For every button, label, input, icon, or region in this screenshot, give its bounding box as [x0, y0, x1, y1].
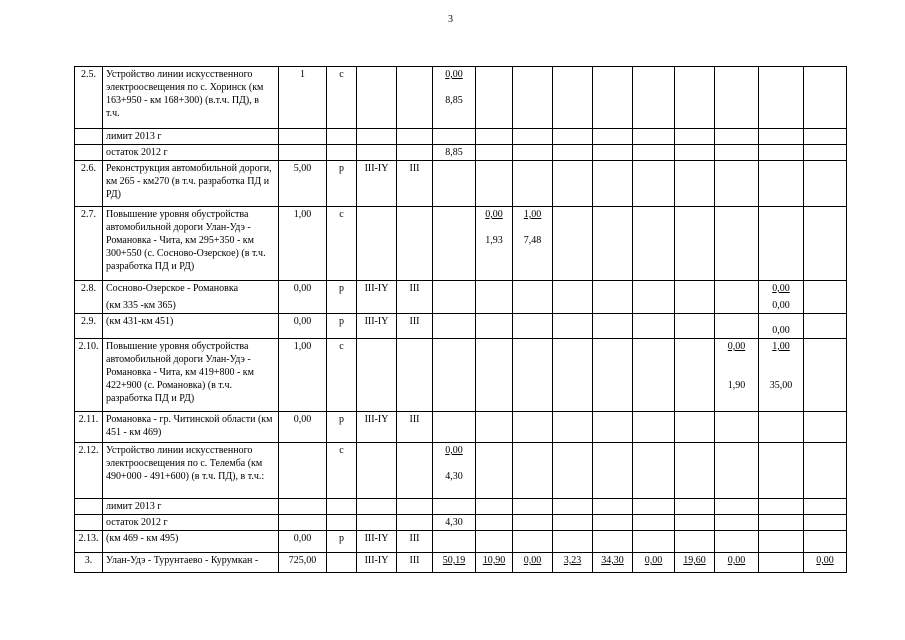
value-cell: 0,00 0,00	[759, 281, 804, 314]
row-name: Повышение уровня обустройства автомобильной дороги Улан-Удэ - Романовка - Чита, км 419+800 - км 422+900 (с. Романовка) (в т.ч. разработка ПД и РД)	[103, 339, 279, 412]
row-number: 2.5.	[75, 67, 103, 129]
row-type: р	[327, 281, 357, 314]
row-name: Романовка - гр. Читинской области (км 451 - км 469)	[103, 412, 279, 443]
row-name: остаток 2012 г	[103, 145, 279, 161]
table-row-2-7	[75, 207, 847, 281]
row-category: III-IY	[357, 161, 397, 207]
row-type: с	[327, 339, 357, 412]
row-category-2: III	[397, 161, 433, 207]
row-number: 2.6.	[75, 161, 103, 207]
row-number: 2.8.	[75, 281, 103, 314]
row-qty: 0,00	[279, 531, 327, 553]
row-category-2: III	[397, 553, 433, 573]
table-row-2-9	[75, 314, 847, 339]
table-row-2-6	[75, 161, 847, 207]
row-type: р	[327, 531, 357, 553]
row-qty: 0,00	[279, 281, 327, 314]
row-type: с	[327, 67, 357, 129]
row-name: (км 469 - км 495)	[103, 531, 279, 553]
table-row-2-13	[75, 531, 847, 553]
value-cell: 50,19	[433, 553, 476, 573]
value-cell: 3,23	[553, 553, 593, 573]
row-number: 2.9.	[75, 314, 103, 339]
value-cell: 4,30	[433, 515, 476, 531]
row-name: остаток 2012 г	[103, 515, 279, 531]
row-name: лимит 2013 г	[103, 129, 279, 145]
row-type: р	[327, 412, 357, 443]
value-cell: 0,00	[633, 553, 675, 573]
row-type: р	[327, 161, 357, 207]
row-category-2: III	[397, 281, 433, 314]
table-row-2-12-limit	[75, 499, 847, 515]
value-cell: 0,00 4,30	[433, 443, 476, 499]
row-name: Сосново-Озерское - Романовка (км 335 -км 365)	[103, 281, 279, 314]
row-category-2: III	[397, 531, 433, 553]
row-name: Устройство линии искусственного электроосвещения по с. Хоринск (км 163+950 - км 168+300) (в.т.ч. ПД), в т.ч.	[103, 67, 279, 129]
value-cell: 0,00	[715, 553, 759, 573]
row-number: 2.10.	[75, 339, 103, 412]
row-category: III-IY	[357, 314, 397, 339]
row-name: Повышение уровня обустройства автомобильной дороги Улан-Удэ - Романовка - Чита, км 295+350 - км 300+550 (с. Сосново-Озерское) (в т.ч. разработка ПД и РД)	[103, 207, 279, 281]
table-row-2-8	[75, 281, 847, 314]
value-cell: 1,00 35,00	[759, 339, 804, 412]
value-cell: 0,00 8,85	[433, 67, 476, 129]
row-number: 2.13.	[75, 531, 103, 553]
value-cell: 0,00 1,90	[715, 339, 759, 412]
row-qty: 725,00	[279, 553, 327, 573]
value-cell: 34,30	[593, 553, 633, 573]
row-qty: 1,00	[279, 339, 327, 412]
value-cell: 8,85	[433, 145, 476, 161]
table-row-2-11	[75, 412, 847, 443]
row-category: III-IY	[357, 412, 397, 443]
row-qty: 0,00	[279, 412, 327, 443]
value-cell: 0,00	[804, 553, 847, 573]
value-cell: 1,00 7,48	[513, 207, 553, 281]
row-qty: 1,00	[279, 207, 327, 281]
row-qty: 5,00	[279, 161, 327, 207]
row-number: 3.	[75, 553, 103, 573]
row-name: Реконструкция автомобильной дороги, км 265 - км270 (в т.ч. разработка ПД и РД)	[103, 161, 279, 207]
table-row-2-5-limit	[75, 129, 847, 145]
row-category-2: III	[397, 314, 433, 339]
table-row-2-5-rest	[75, 145, 847, 161]
row-type: с	[327, 207, 357, 281]
row-qty: 1	[279, 67, 327, 129]
row-name: Улан-Удэ - Турунтаево - Курумкан -	[103, 553, 279, 573]
value-cell: 0,00	[759, 314, 804, 339]
value-cell: 19,60	[675, 553, 715, 573]
row-category: III-IY	[357, 531, 397, 553]
table-row-2-12	[75, 443, 847, 499]
row-type: р	[327, 314, 357, 339]
row-qty: 0,00	[279, 314, 327, 339]
row-name: (км 431-км 451)	[103, 314, 279, 339]
row-name: Устройство линии искусственного электроосвещения по с. Телемба (км 490+000 - 491+600) (в т.ч. ПД), в т.ч.:	[103, 443, 279, 499]
value-cell: 0,00	[513, 553, 553, 573]
value-cell: 10,90	[476, 553, 513, 573]
row-number: 2.12.	[75, 443, 103, 499]
table-row-2-5	[75, 67, 847, 129]
table-row-3	[75, 553, 847, 573]
row-number: 2.11.	[75, 412, 103, 443]
table-row-2-10	[75, 339, 847, 412]
row-type: с	[327, 443, 357, 499]
row-category: III-IY	[357, 553, 397, 573]
page-number: 3	[448, 14, 453, 25]
row-category-2: III	[397, 412, 433, 443]
table-row-2-12-rest	[75, 515, 847, 531]
road-works-table	[74, 66, 847, 573]
row-category: III-IY	[357, 281, 397, 314]
row-name: лимит 2013 г	[103, 499, 279, 515]
row-number: 2.7.	[75, 207, 103, 281]
value-cell: 0,00 1,93	[476, 207, 513, 281]
